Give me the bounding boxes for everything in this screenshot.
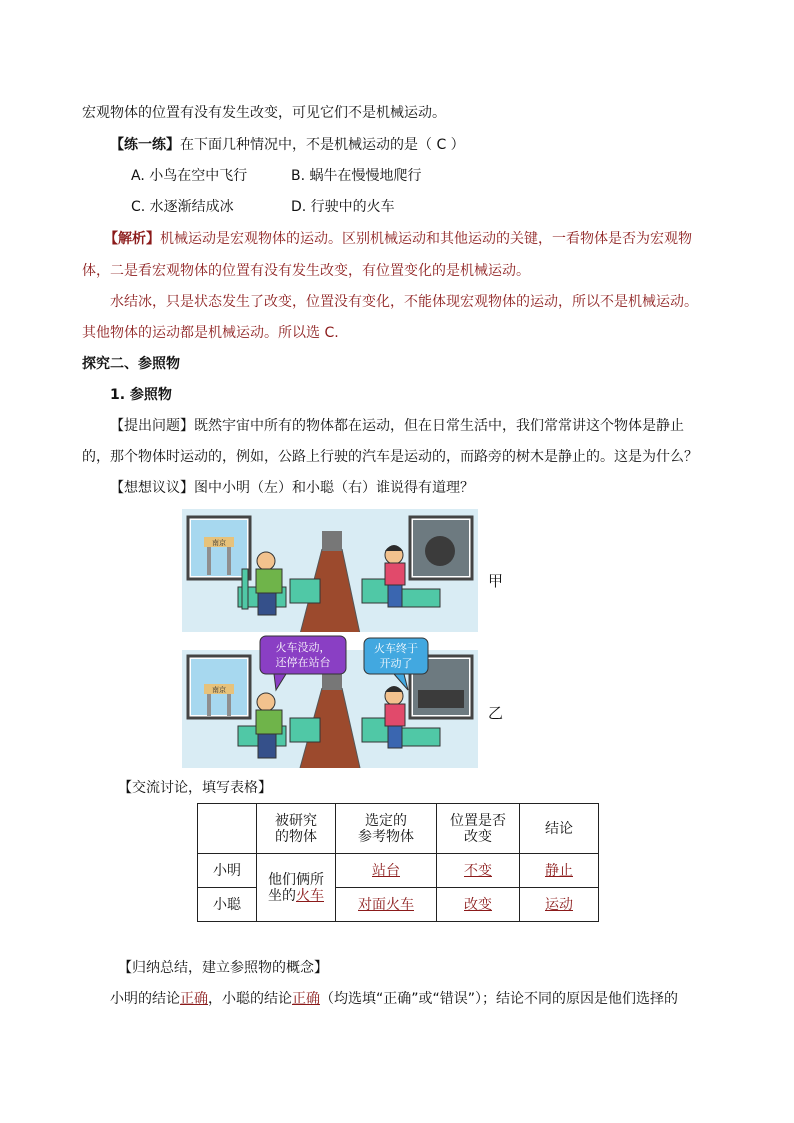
analysis-line-4: 其他物体的运动都是机械运动。所以选 C. (82, 325, 339, 341)
table-row-name-1: 小明 (198, 854, 257, 888)
practice-tag: 【练一练】 (110, 137, 180, 153)
option-d: D. 行驶中的火车 (291, 199, 395, 215)
practice-question-text: 在下面几种情况中，不是机械运动的是（ C ） (180, 137, 465, 153)
station-sign-text-2: 南京 (212, 686, 226, 694)
option-b: B. 蜗牛在慢慢地爬行 (291, 168, 422, 184)
table-header-conclusion: 结论 (520, 804, 599, 854)
illustration-panel-bottom (182, 632, 478, 768)
summary-title: 【归纳总结，建立参照物的概念】 (118, 960, 328, 976)
train-interior-illustration-with-bubbles (182, 632, 478, 768)
analysis-text-1: 机械运动是宏观物体的运动。区别机械运动和其他运动的关键，一看物体是否为宏观物 (160, 231, 692, 247)
bubble-left-line-1: 火车没动， (275, 641, 331, 654)
table-header-object: 被研究 的物体 (257, 804, 336, 854)
table-row1-change: 不变 (437, 854, 520, 888)
analysis-line-1 (104, 229, 692, 249)
table-row1-reference: 站台 (336, 854, 437, 888)
section-title: 探究二、参照物 (82, 356, 180, 372)
analysis-line-2: 体，二是看宏观物体的位置有没有发生改变，有位置变化的是机械运动。 (82, 263, 530, 279)
table-row2-reference: 对面火车 (336, 888, 437, 922)
comparison-table (197, 803, 599, 922)
think-tag: 【想想议议】 (110, 480, 194, 496)
filled-answer-2: 正确 (292, 991, 320, 1007)
panel-label-top: 甲 (488, 572, 504, 590)
illustration-panel-top (182, 509, 478, 634)
bubble-left-line-2: 还停在站台 (275, 656, 331, 669)
table-row1-result: 静止 (520, 854, 599, 888)
filled-answer-1: 正确 (180, 991, 208, 1007)
table-row2-change: 改变 (437, 888, 520, 922)
analysis-line-3: 水结冰，只是状态发生了改变，位置没有变化，不能体现宏观物体的运动，所以不是机械运动。 (110, 294, 698, 310)
paragraph-intro: 宏观物体的位置有没有发生改变，可见它们不是机械运动。 (82, 105, 446, 121)
option-c: C. 水逐渐结成冰 (131, 199, 234, 215)
question-line-1 (110, 416, 684, 436)
option-a: A. 小鸟在空中飞行 (131, 168, 248, 184)
think-text: 图中小明（左）和小聪（右）谁说得有道理？ (194, 480, 474, 496)
question-tag: 【提出问题】 (110, 418, 194, 434)
table-shared-object: 他们俩所 坐的火车 (257, 854, 336, 922)
bubble-right-line-2: 开动了 (379, 657, 413, 670)
table-corner-cell (198, 804, 257, 854)
discuss-title: 【交流讨论，填写表格】 (118, 780, 272, 796)
summary-line: 小明的结论正确，小聪的结论正确（均选填“正确”或“错误”）；结论不同的原因是他们选择的 (110, 991, 679, 1007)
analysis-tag: 【解析】 (104, 231, 160, 247)
table-header-position: 位置是否 改变 (437, 804, 520, 854)
table-row-name-2: 小聪 (198, 888, 257, 922)
subsection-title: 1. 参照物 (110, 387, 172, 403)
table-header-reference: 选定的 参考物体 (336, 804, 437, 854)
question-line-2: 的，那个物体时运动的，例如，公路上行驶的汽车是运动的，而路旁的树木是静止的。这是为什么？ (82, 449, 698, 465)
station-sign-text: 南京 (212, 539, 226, 547)
question-text-1: 既然宇宙中所有的物体都在运动，但在日常生活中，我们常常讲这个物体是静止 (194, 418, 684, 434)
practice-question (110, 135, 465, 155)
think-line (110, 478, 474, 498)
filled-answer-train: 火车 (296, 887, 324, 904)
panel-label-bottom: 乙 (488, 704, 504, 722)
table-row2-result: 运动 (520, 888, 599, 922)
train-interior-illustration (182, 509, 478, 634)
bubble-right-line-1: 火车终于 (374, 642, 418, 655)
